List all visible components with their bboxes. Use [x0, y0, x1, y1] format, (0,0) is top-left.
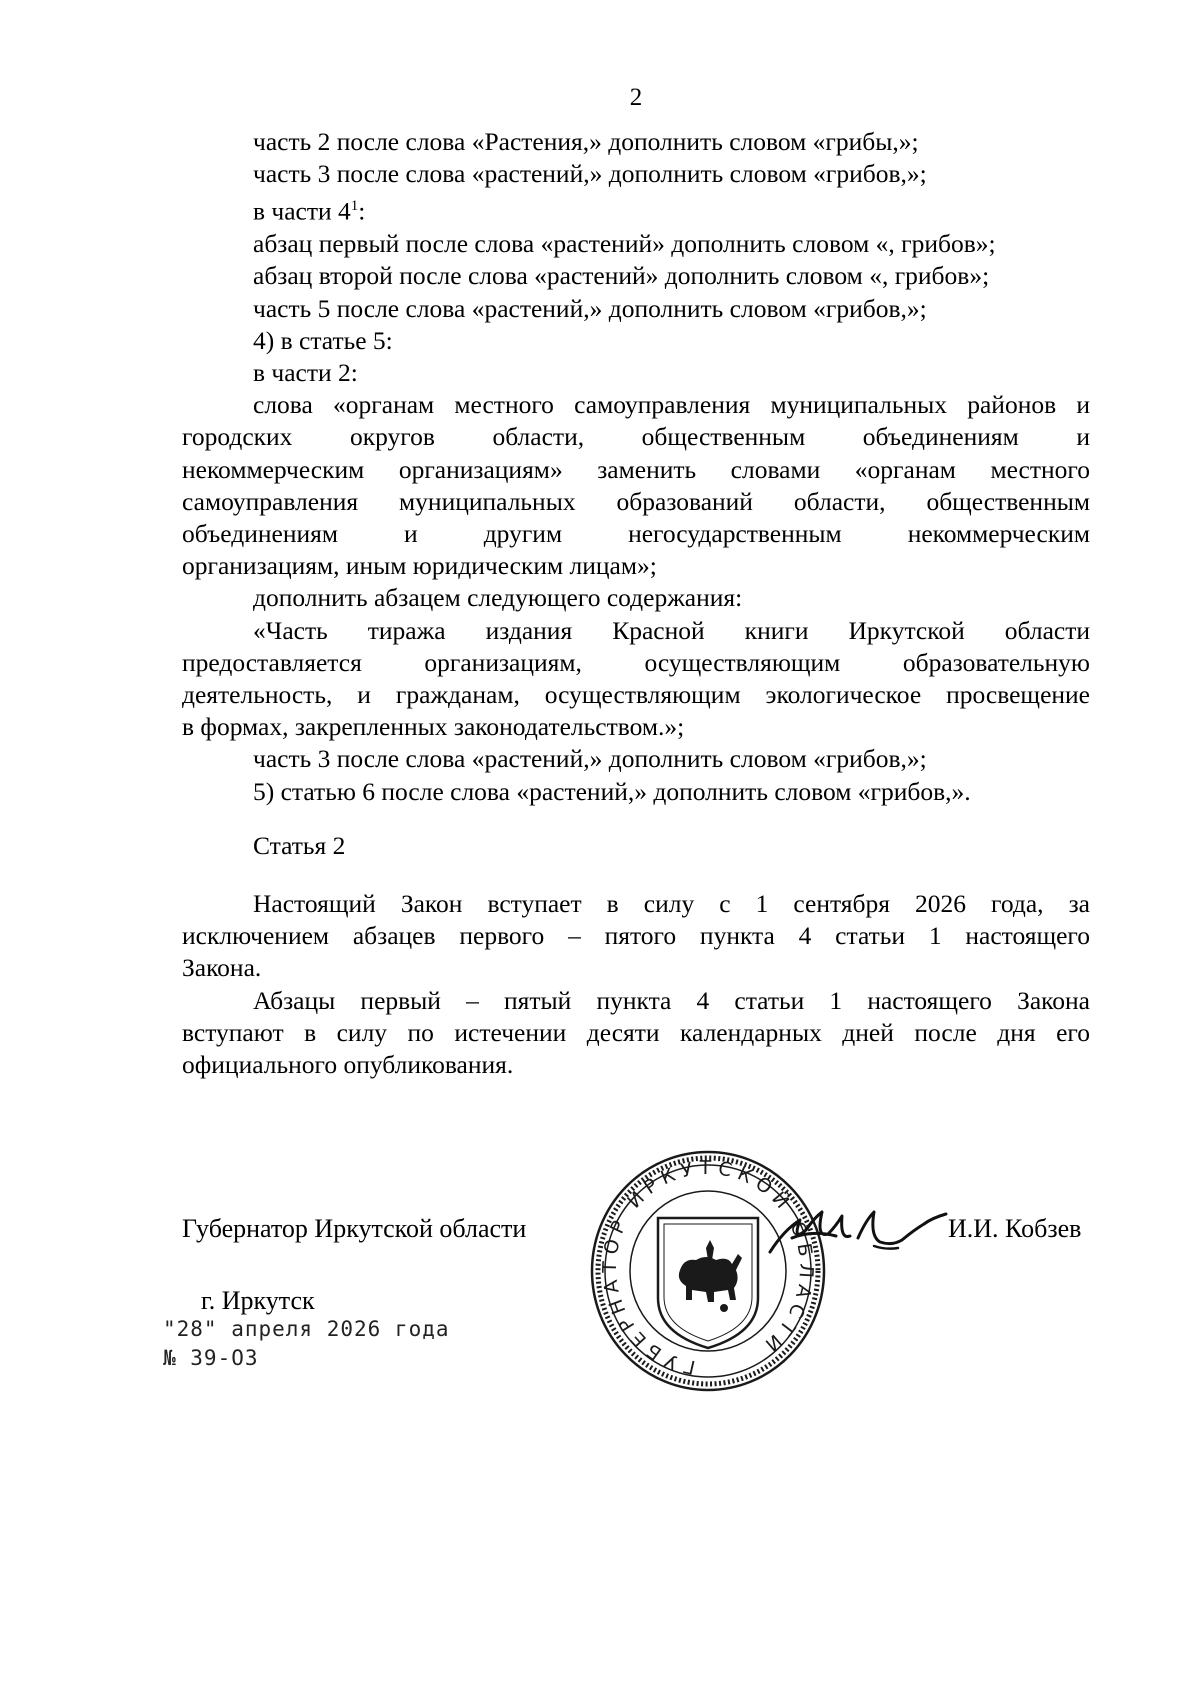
- amendment-line: часть 5 после слова «растений,» дополнить словом «грибов,»;: [253, 293, 927, 323]
- superscript: 1: [350, 198, 359, 215]
- handwritten-signature-icon: [762, 1190, 952, 1280]
- article-heading: Статья 2: [253, 830, 346, 860]
- paragraph-line: слова «органам местного самоуправления муниципальных районов и: [253, 390, 1090, 420]
- paragraph-line: организациям, иным юридическим лицам»;: [182, 551, 657, 581]
- article-text-line: Абзацы первый – пятый пункта 4 статьи 1 настоящего Закона: [253, 985, 1090, 1015]
- article-text-line: официального опубликования.: [182, 1049, 514, 1079]
- quote-line: в формах, закрепленных законодательством.»;: [182, 712, 685, 742]
- paragraph-line: объединениям и другим негосударственным некоммерческим: [182, 518, 1090, 548]
- place-of-signing: г. Иркутск: [201, 1286, 315, 1315]
- signatory-name: И.И. Кобзев: [948, 1214, 1082, 1243]
- article-text-line: Закона.: [182, 953, 262, 983]
- seal-ring-text: ГУБЕРНАТОР ИРКУТСКОЙ ОБЛАСТИ: [598, 1156, 818, 1379]
- amendment-line: часть 2 после слова «Растения,» дополнить словом «грибы,»;: [253, 127, 919, 156]
- quote-line: деятельность, и гражданам, осуществляющим экологическое просвещение: [182, 679, 1090, 709]
- amendment-line: 5) статью 6 после слова «растений,» дополнить словом «грибов,».: [253, 776, 971, 806]
- quote-line: «Часть тиража издания Красной книги Иркутской области: [253, 615, 1090, 645]
- amendment-line: [182, 190, 1090, 228]
- paragraph-line: некоммерческим организациям» заменить словами «органам местного: [182, 454, 1090, 484]
- paragraph-line: городских округов области, общественным объединениям и: [182, 422, 1090, 452]
- amendment-line: 4) в статье 5:: [253, 325, 393, 355]
- signatory-title: Губернатор Иркутской области: [182, 1214, 527, 1243]
- amendment-line: абзац первый после слова «растений» дополнить словом «, грибов»;: [253, 229, 996, 259]
- page-number: 2: [629, 84, 643, 111]
- paragraph-line: самоуправления муниципальных образований области, общественным: [182, 486, 1090, 516]
- article-text-line: исключением абзацев первого – пятого пункта 4 статьи 1 настоящего: [182, 921, 1090, 951]
- amendment-line: дополнить абзацем следующего содержания:: [253, 583, 743, 613]
- amendment-line: абзац второй после слова «растений» дополнить словом «, грибов»;: [253, 261, 990, 291]
- law-number: № 39-ОЗ: [163, 1346, 259, 1370]
- amendment-colon: :: [358, 196, 366, 226]
- amendment-line: в части 2:: [253, 357, 358, 387]
- amendment-line: часть 3 после слова «растений,» дополнить словом «грибов,»;: [253, 159, 927, 189]
- quote-line: предоставляется организациям, осуществляющим образовательную: [182, 647, 1090, 677]
- document-body: [182, 126, 1090, 1081]
- amendment-line: часть 3 после слова «растений,» дополнить словом «грибов,»;: [253, 744, 927, 774]
- article-text-line: вступают в силу по истечении десяти календарных дней после дня его: [182, 1017, 1090, 1047]
- amendment-text: в части 4: [253, 196, 351, 226]
- article-text-line: Настоящий Закон вступает в силу с 1 сентября 2026 года, за: [253, 888, 1090, 918]
- signing-date: "28" апреля 2026 года: [163, 1317, 450, 1341]
